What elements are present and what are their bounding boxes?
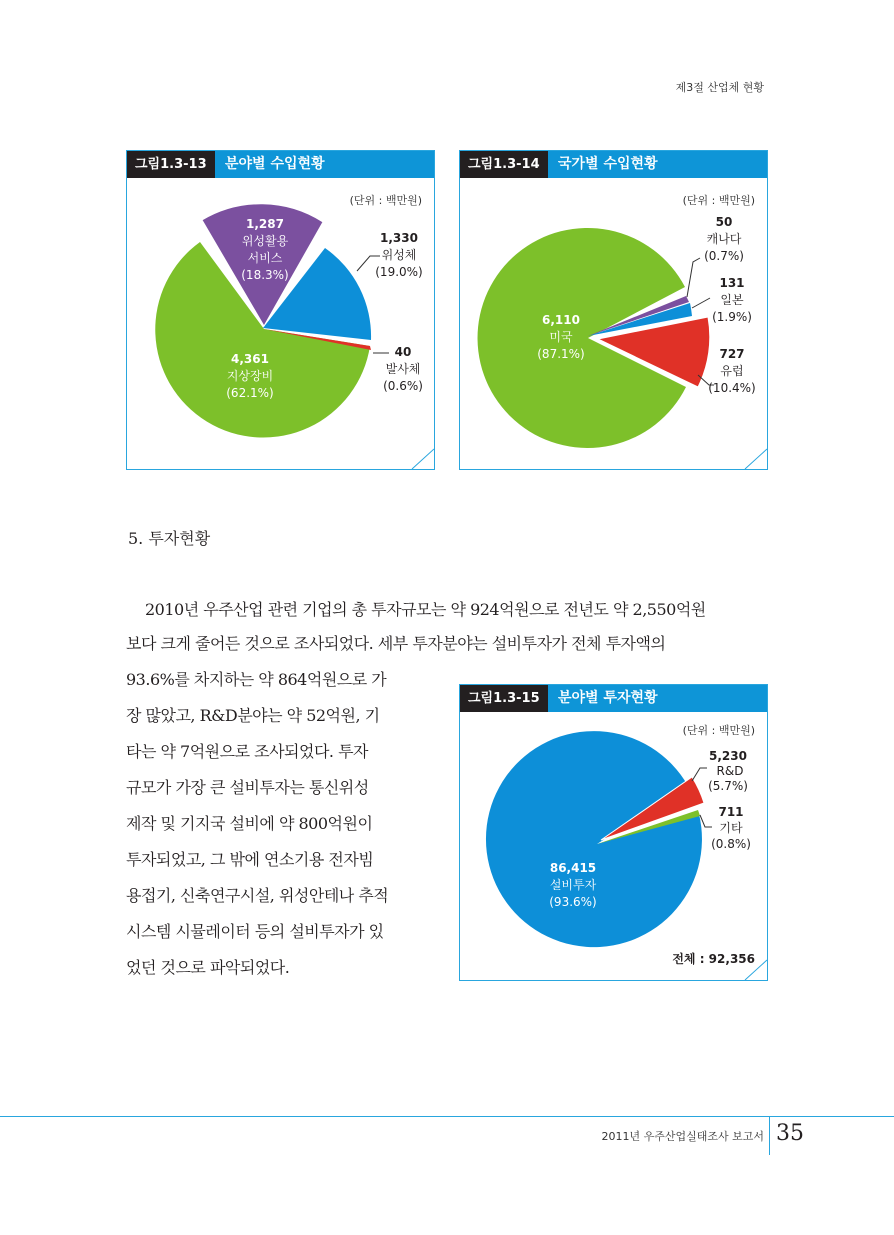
label-value-equipment: 86,415 xyxy=(549,861,597,875)
label-name-rnd: R&D xyxy=(716,764,744,778)
figure-import-by-country xyxy=(459,150,768,470)
figure-import-by-field xyxy=(126,150,435,470)
label-value-rnd: 5,230 xyxy=(709,749,747,763)
figure-number: 그림1.3-14 xyxy=(460,151,548,178)
label-value-service: 1,287 xyxy=(246,217,284,231)
label-pct-launcher: (0.6%) xyxy=(383,379,423,393)
label-value-launcher: 40 xyxy=(394,345,412,359)
figure-unit: (단위 : 백만원) xyxy=(682,194,755,207)
label-name-europe: 유럽 xyxy=(720,364,744,378)
figure-title: 분야별 투자현황 xyxy=(558,690,658,706)
label-name-canada: 캐나다 xyxy=(706,232,742,246)
label-value-satellite: 1,330 xyxy=(380,231,418,245)
label-pct-other: (0.8%) xyxy=(711,837,751,851)
leader-line-canada xyxy=(687,258,700,297)
leader-line-rnd xyxy=(692,768,707,781)
label-value-canada: 50 xyxy=(715,215,733,229)
figure-title: 국가별 수입현황 xyxy=(558,156,658,172)
label-name-launcher: 발사체 xyxy=(385,362,421,376)
corner-fold xyxy=(412,449,434,469)
body-line-10: 시스템 시뮬레이터 등의 설비투자가 있 xyxy=(126,922,384,941)
label-value-europe: 727 xyxy=(719,347,745,361)
section-title: 5. 투자현황 xyxy=(128,529,211,548)
label-name-equipment: 설비투자 xyxy=(549,878,597,892)
page-number: 35 xyxy=(776,1121,804,1146)
body-line-5: 타는 약 7억원으로 조사되었다. 투자 xyxy=(126,742,368,761)
figure-title: 분야별 수입현황 xyxy=(225,156,325,172)
label-pct-europe: (10.4%) xyxy=(708,381,756,395)
pie-chart xyxy=(460,685,767,980)
label-pct-rnd: (5.7%) xyxy=(708,779,748,793)
label-pct-ground: (62.1%) xyxy=(226,386,274,400)
label-name-other: 기타 xyxy=(719,821,743,835)
body-line-8: 투자되었고, 그 밖에 연소기용 전자빔 xyxy=(126,850,374,869)
body-line-6: 규모가 가장 큰 설비투자는 통신위성 xyxy=(126,778,369,797)
label-pct-satellite: (19.0%) xyxy=(375,265,423,279)
label-name-satellite: 위성체 xyxy=(381,248,417,262)
label-name-japan: 일본 xyxy=(720,293,744,307)
leader-line-japan xyxy=(692,298,710,308)
body-line-9: 용접기, 신축연구시설, 위성안테나 추적 xyxy=(126,886,389,905)
body-line-2: 보다 크게 줄어든 것으로 조사되었다. 세부 투자분야는 설비투자가 전체 투자액의 xyxy=(126,634,666,653)
label-value-japan: 131 xyxy=(719,276,745,290)
label-pct-usa: (87.1%) xyxy=(537,347,585,361)
leader-line-other xyxy=(700,815,712,827)
label-pct-japan: (1.9%) xyxy=(712,310,752,324)
footer-vertical-divider xyxy=(769,1117,770,1155)
body-line-11: 었던 것으로 파악되었다. xyxy=(126,958,290,977)
label-value-other: 711 xyxy=(718,805,744,819)
footer-divider-line xyxy=(0,1116,894,1117)
label-name-service: 위성활용 xyxy=(241,234,289,248)
pie-slice-equipment xyxy=(486,731,702,947)
label-value-ground: 4,361 xyxy=(231,352,269,366)
label-pct-service: (18.3%) xyxy=(241,268,289,282)
label-name-usa: 미국 xyxy=(549,330,573,344)
figure-number: 그림1.3-13 xyxy=(127,151,215,178)
body-line-4: 장 많았고, R&D분야는 약 52억원, 기 xyxy=(126,706,380,725)
label-pct-equipment: (93.6%) xyxy=(549,895,597,909)
footer-report-title: 2011년 우주산업실태조사 보고서 xyxy=(601,1130,764,1143)
label-pct-canada: (0.7%) xyxy=(704,249,744,263)
label-total: 전체 : 92,356 xyxy=(672,952,755,966)
body-line-1: 2010년 우주산업 관련 기업의 총 투자규모는 약 924억원으로 전년도 약 2,550억원 xyxy=(145,600,706,619)
chapter-header: 제3절 산업체 현황 xyxy=(675,81,764,94)
label-name2-service: 서비스 xyxy=(247,251,283,265)
body-line-7: 제작 및 기지국 설비에 약 800억원이 xyxy=(126,814,373,833)
label-value-usa: 6,110 xyxy=(542,313,580,327)
pie-chart xyxy=(127,151,434,469)
figure-unit: (단위 : 백만원) xyxy=(682,724,755,737)
body-line-3: 93.6%를 차지하는 약 864억원으로 가 xyxy=(126,670,387,689)
pie-chart xyxy=(460,151,767,469)
figure-unit: (단위 : 백만원) xyxy=(349,194,422,207)
corner-fold xyxy=(745,449,767,469)
figure-number: 그림1.3-15 xyxy=(460,685,548,712)
figure-investment-by-field xyxy=(459,684,768,981)
label-name-ground: 지상장비 xyxy=(226,369,274,383)
